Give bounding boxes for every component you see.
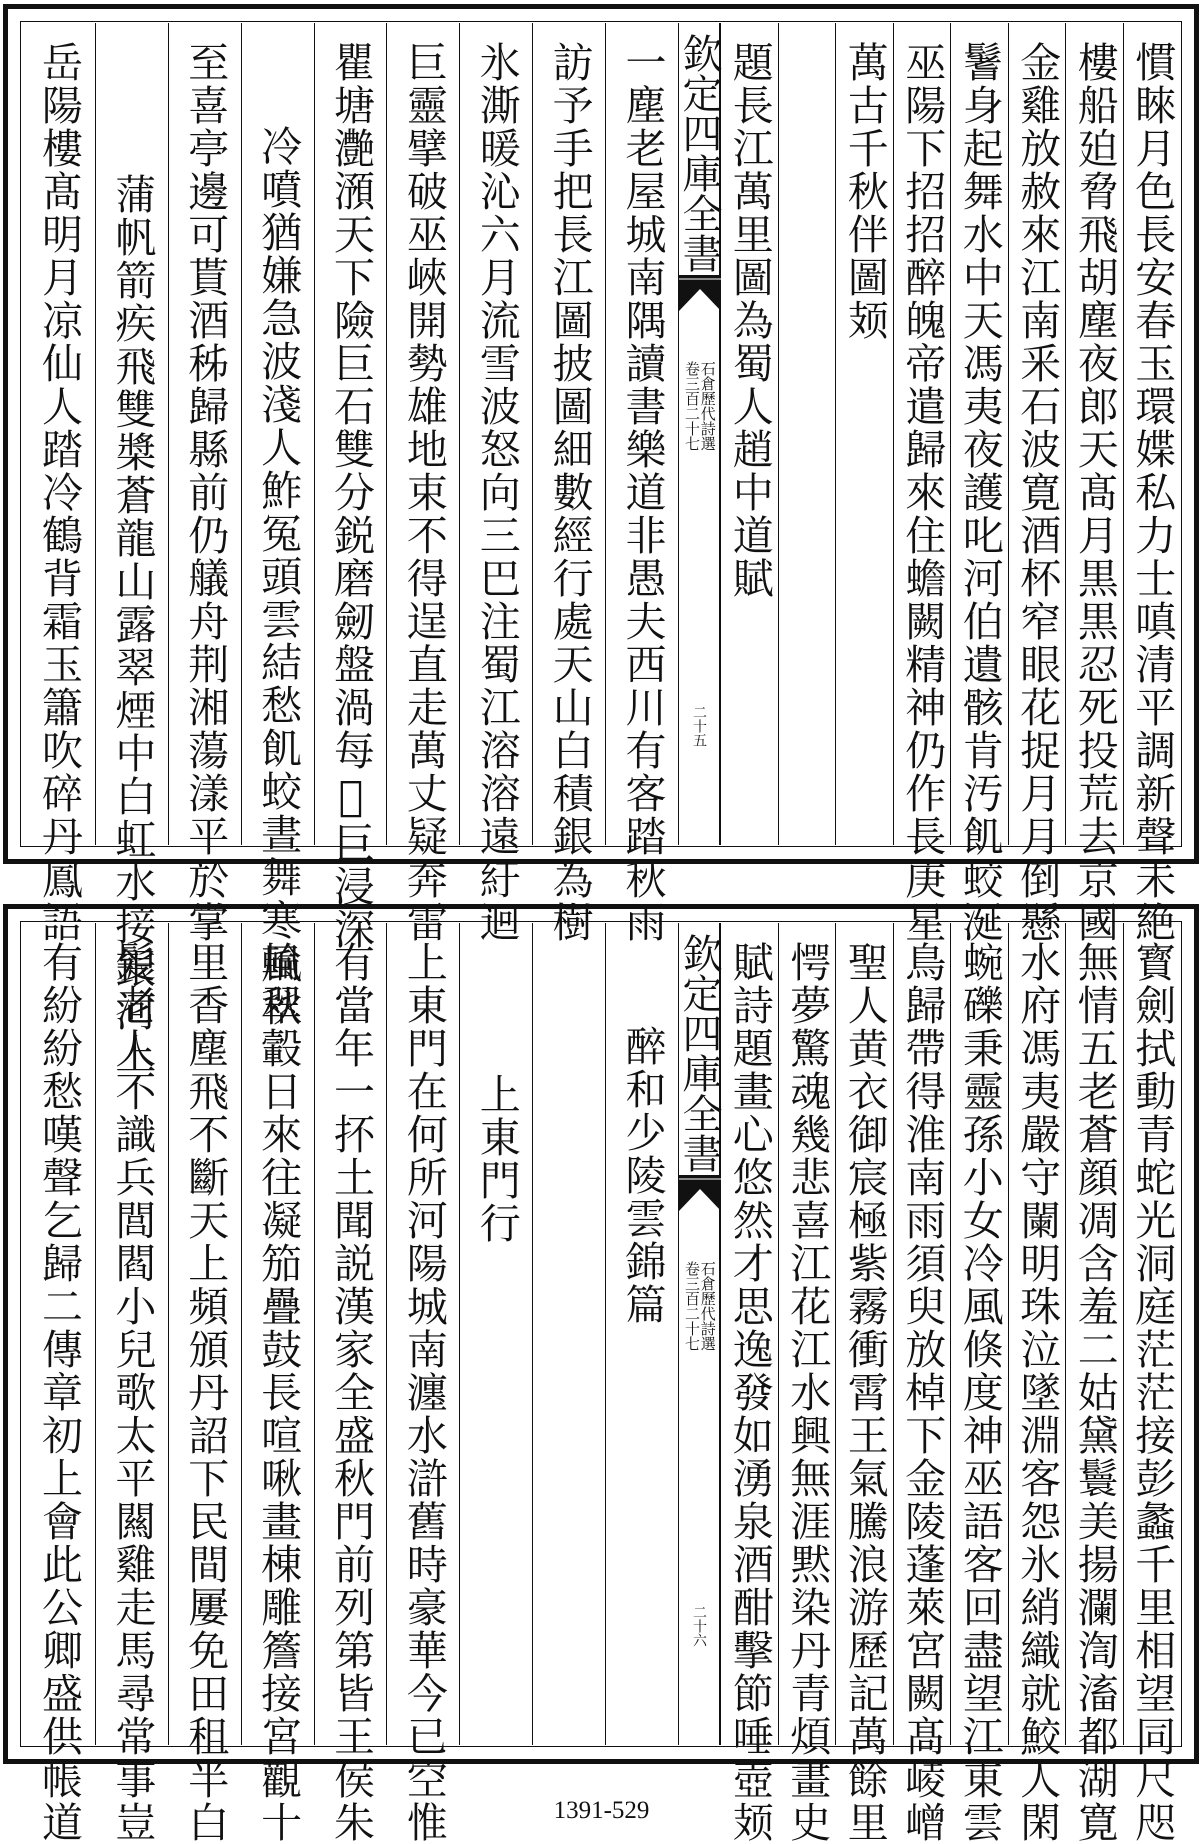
column-text: 岳陽樓髙明月凉仙人踏冷鶴背霜玉簫吹碎丹鳳語: [34, 41, 83, 944]
column-text: 萬古千秋伴圖𫠆: [840, 41, 889, 342]
column-text: 瞿塘灔澦天下險巨石雙分鋭磨劒盤渦每𤼵巨浸深: [326, 41, 375, 951]
column-text: 水府馮夷嚴守闌明珠泣墜淵客怨氷綃織就鮫人閑: [1013, 941, 1062, 1844]
text-column: [22, 23, 95, 944]
text-column: [168, 923, 241, 1844]
book-title: 欽定四庫全書: [676, 933, 722, 1173]
text-column: [459, 923, 532, 1745]
column-text: 無情五老蒼顔凋含羞二姑黛鬟美揚瀾渹滀都湖寛: [1070, 941, 1119, 1844]
column-text: 蒲帆箭疾飛雙槳蒼龍山露翠煙中白虹水接銀河上: [108, 173, 157, 1076]
text-column: [532, 923, 605, 1745]
column-text: 金雞放赦來江南釆石波寛酒杯窄眼花捉月月倒懸: [1013, 41, 1062, 944]
volume-block: [679, 361, 719, 451]
column-text: 聖人黄衣御宸極紫霧衝霄王氣騰浪游歷記萬餘里: [840, 941, 889, 1844]
column-text: 愕夢驚魂幾悲喜江花江水興無涯黙染丹青煩畫史: [783, 941, 832, 1844]
volume-label: 石倉歷代詩選 卷三百二十七: [683, 1261, 717, 1351]
column-text: 輪翠轂日來往凝笳疊鼓長喧啾畫棟雕簷接宮觀十: [254, 941, 303, 1844]
text-column: [459, 23, 532, 944]
column-text: 巨靈擘破巫峽開勢雄地束不得逞直走萬丈疑奔雷: [399, 41, 448, 944]
text-column: [22, 923, 95, 1844]
column-text: 有當年一抔土聞説漢家全盛秋門前列第皆王侯朱: [326, 941, 375, 1844]
column-text: 有紛紛愁嘆聲乞歸二傳章初上會此公卿盛供帳道: [34, 941, 83, 1844]
text-column: [605, 23, 678, 944]
text-column: [778, 23, 836, 845]
column-text: 慣睞月色長安春玉環媟私力士嗔清平調新聲未絶: [1128, 41, 1177, 944]
text-column: [835, 923, 893, 1844]
text-column: [314, 23, 387, 951]
column-text: 寳劍拭動青蛇光洞庭茫茫接彭蠡千里相望同尺咫: [1128, 941, 1177, 1844]
column-text: 上東門在何所河陽城南瀍水滸舊時豪華今已空惟: [399, 941, 448, 1844]
text-column: [778, 923, 836, 1844]
column-text: 賦詩題畫心悠然才思逸發如湧泉酒酣擊節唾壺𫠆: [725, 941, 774, 1844]
text-column: [893, 923, 951, 1844]
text-columns: [22, 23, 1180, 1076]
upper-page: [3, 4, 1199, 1076]
column-text: 蜿礫秉靈孫小女冷風倏度神巫語客回盡望江東雲: [955, 941, 1004, 1844]
column-text: 髪老人不識兵閭閻小兒歌太平闗雞走馬尋常事豈: [108, 941, 157, 1844]
column-text: 上東門行: [472, 1073, 521, 1245]
center-gutter: [678, 23, 720, 845]
column-text: 一塵老屋城南隅讀書樂道非愚夫西川有客踏秋雨: [618, 41, 667, 944]
column-text: 冷噴猶嫌急波淺人鮓冤頭雲結愁飢蛟晝舞寒風秋: [254, 125, 303, 1028]
text-column: [950, 23, 1008, 944]
leaf-number: 二十五: [691, 705, 707, 747]
text-column: [168, 23, 241, 944]
volume-block: [679, 1261, 719, 1351]
text-column: [835, 23, 893, 845]
leaf-number: 二十六: [691, 1605, 707, 1647]
column-text: 醉和少陵雲錦篇: [618, 1025, 667, 1326]
fish-tail-mark: [679, 1175, 721, 1211]
column-text: 訪予手把長江圖披圖細數經行處天山白積銀為樹: [545, 41, 594, 944]
text-column: [1008, 923, 1066, 1844]
fish-tail-mark: [679, 275, 721, 311]
column-text: 鳥歸帶得淮南雨須臾放棹下金陵蓬萊宮闕髙崚嶒: [898, 941, 947, 1844]
column-text: 里香塵飛不斷天上頻頒丹詔下民間屢免田租半白: [181, 941, 230, 1844]
text-column: [386, 923, 459, 1844]
leaf-number-block: [679, 705, 719, 747]
column-text: 樓船廹脅飛胡塵夜郎天髙月黒黒忍死投荒去京國: [1070, 41, 1119, 944]
column-text: 鬐身起舞水中天馮夷夜護叱河伯遺骸肯汚飢蛟涎: [955, 41, 1004, 944]
text-column: [1123, 923, 1181, 1844]
text-column: [720, 23, 778, 845]
text-column: [314, 923, 387, 1844]
page-footer-number: 1391-529: [553, 1797, 650, 1824]
center-gutter: [678, 923, 720, 1745]
column-text: 氷澌暖沁六月流雪波怒向三巴注蜀江溶溶遠紆迴: [472, 41, 521, 944]
text-column: [1065, 23, 1123, 944]
text-column: [532, 23, 605, 944]
book-title-block: [676, 33, 722, 273]
text-column: [1008, 23, 1066, 944]
text-column: [605, 923, 678, 1745]
text-column: [241, 923, 314, 1844]
text-column: [950, 923, 1008, 1844]
text-column: [95, 923, 168, 1844]
book-title: 欽定四庫全書: [676, 33, 722, 273]
book-title-block: [676, 933, 722, 1173]
text-column: [893, 23, 951, 944]
text-column: [241, 23, 314, 1028]
text-column: [1123, 23, 1181, 944]
text-column: [386, 23, 459, 944]
text-column: [1065, 923, 1123, 1844]
text-column: [720, 923, 778, 1844]
column-text: 題長江萬里圖為蜀人趙中道賦: [725, 41, 774, 600]
volume-label: 石倉歷代詩選 卷三百二十七: [683, 361, 717, 451]
column-text: 至喜亭邊可貰酒秭歸縣前仍艤舟荆湘蕩漾平於掌: [181, 41, 230, 944]
leaf-number-block: [679, 1605, 719, 1647]
column-text: 巫陽下招招醉魄帝遣歸來住蟾闕精神仍作長庚星: [898, 41, 947, 944]
text-column: [95, 23, 168, 1076]
